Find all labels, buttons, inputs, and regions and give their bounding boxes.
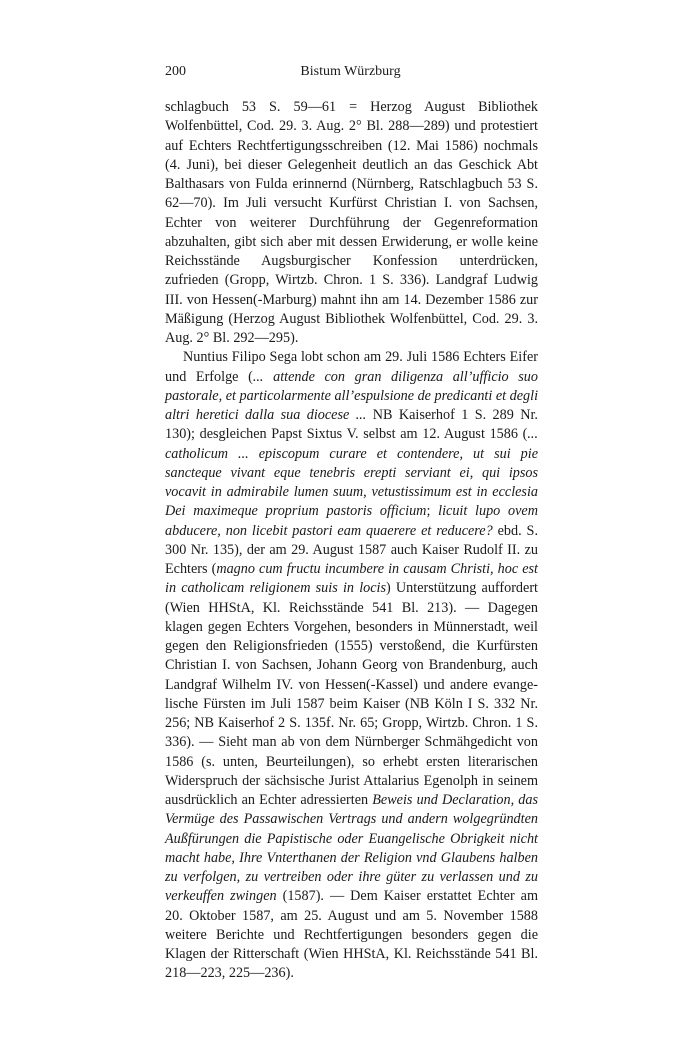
text-run: Nuntius Filipo Sega lobt schon am 29. Juli 1586 Echters Eifer und Erfolge ( <box>165 349 538 385</box>
paragraph: schlagbuch 53 S. 59—61 = Herzog August Bibliothek Wolfenbüttel, Cod. 29. 3. Aug. 2° Bl. 288—289) und protestiert auf Echters Rechtfertigungsschreiben (12. Mai 1586) nochmals (4. Juni), bei dieser Gelegenheit deutlich an das Geschick Abt Balthasars von Fulda erinnernd (Nürnberg, Ratschlagbuch 53 S. 62—70). Im Juli versucht Kurfürst Christian I. von Sachsen, Echter von weiterer Durchführung der Gegenreformation abzuhalten, gibt sich aber mit dessen Erwiderung, er wolle keine Reichsstände Augsburgischer Konfession unterdrücken, zufrieden (Gropp, Wirtzb. Chron. 1 S. 336). Landgraf Ludwig III. von Hessen(-Marburg) mahnt ihn am 14. Dezember 1586 zur Mäßigung (Herzog August Bibliothek Wolfenbüttel, Cod. 29. 3. Aug. 2° Bl. 292—295). <box>165 99 538 346</box>
page-number: 200 <box>165 64 186 79</box>
paragraph <box>165 348 538 983</box>
text-run: NB Kaiserhof 1 S. 289 Nr. 130); desgleichen Papst Sixtus V. selbst am 12. August 1586 ( <box>165 407 538 443</box>
quotation: ... catholicum ... episcopum curare et contendere, ut sui pie sancteque vivant eque tenebris erepti serviant ei, qui ipsos vocavit in admirabile lumen suum, vetustissimum est in ecclesia Dei maximeque proprium pastoris officium <box>165 426 538 520</box>
quotation: magno cum fructu incumbere in causam Christi, hoc est in catholicam religionem suis in locis <box>165 561 538 597</box>
quotation: ... attende con gran diligenza all’ufficio suo pastorale, et particolarmente all’espulsione de predicanti et degli altri heretici dalla sua diocese ... <box>165 368 539 423</box>
page-header <box>165 62 536 82</box>
quotation: licuit lupo ovem abducere, non licebit pastori eam quaerere et reducere? <box>165 503 538 539</box>
text-run: ebd. S. 300 Nr. 135), der am 29. August 1587 auch Kaiser Rudolf II. zu Echters ( <box>165 522 538 577</box>
body-text <box>165 98 538 984</box>
text-run: ) Unterstützung auffordert (Wien HHStA, Kl. Reichsstände 541 Bl. 213). — Dagegen klagen gegen Echters Vorgehen, besonders in Münnerstadt, weil gegen den Religionsfrieden (1555) verstoßend, die Kurfürsten Christian I. von Sachsen, Johann Georg von Brandenburg, auch Landgraf Wilhelm IV. von Hessen(-Kassel) und andere evangelische Fürsten im Juli 1587 beim Kaiser (NB Köln I S. 332 Nr. 256; NB Kaiserhof 2 S. 135f. Nr. 65; Gropp, Wirtzb. Chron. 1 S. 336). — Sieht man ab von dem Nürnberger Schmähgedicht von 1586 (s. unten, Beurteilungen), so erhebt ersten literarischen Widerspruch der sächsische Jurist Attalarius Egenolph in seinem ausdrücklich an Echter adressierten <box>165 580 538 808</box>
running-title: Bistum Würzburg <box>300 64 401 79</box>
book-title: Beweis und Declaration, das Vermüge des Passawischen Vertrags und andern wolgegründten Außfürungen die Papistische oder Euangelische Obrigkeit nicht macht habe, Ihre Vnterthanen der Religion vnd Glaubens halben zu verfolgen, zu vertreiben oder ihre güter zu verlassen und zu verkeuffen zwingen <box>165 792 538 905</box>
text-run: ; <box>426 503 439 520</box>
text-run: (1587). — Dem Kaiser erstattet Echter am 20. Oktober 1587, am 25. August und am 5. November 1588 weitere Berichte und Rechtfertigungen besonders gegen die Klagen der Ritterschaft (Wien HHStA, Kl. Reichsstände 541 Bl. 218—223, 225—236). <box>165 888 539 982</box>
